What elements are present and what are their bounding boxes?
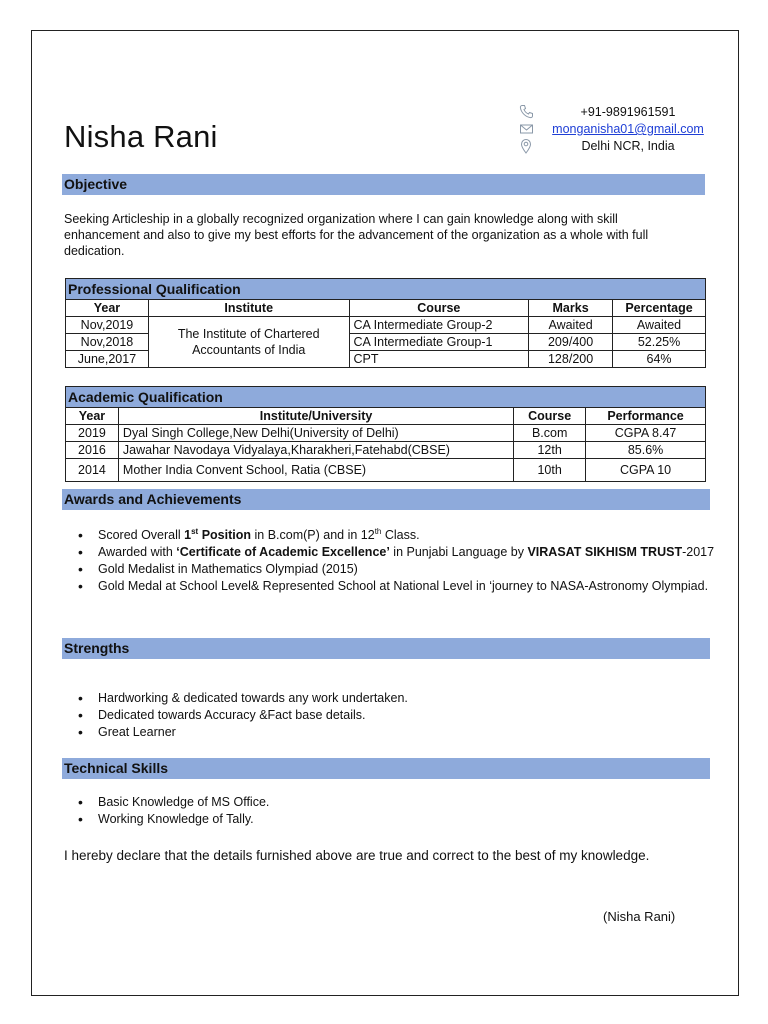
strengths-heading: Strengths xyxy=(62,638,710,659)
academic-heading: Academic Qualification xyxy=(66,387,706,408)
technical-list xyxy=(98,794,718,828)
col-percentage: Percentage xyxy=(613,300,706,317)
phone-icon xyxy=(518,104,536,120)
technical-heading: Technical Skills xyxy=(62,758,710,779)
list-item: • Dedicated towards Accuracy &Fact base details. xyxy=(98,707,718,724)
strengths-list xyxy=(98,690,718,741)
academic-qualification-table xyxy=(65,386,706,482)
awards-heading: Awards and Achievements xyxy=(62,489,710,510)
signature: (Nisha Rani) xyxy=(603,909,676,924)
objective-heading: Objective xyxy=(62,174,705,195)
mail-icon xyxy=(518,121,536,137)
col-marks: Marks xyxy=(529,300,613,317)
list-item: • Great Learner xyxy=(98,724,718,741)
col-course: Course xyxy=(349,300,529,317)
table-row: Nov,2018 CA Intermediate Group-1 209/400 52.25% xyxy=(66,334,706,351)
resume-page xyxy=(31,30,739,996)
list-item: • Basic Knowledge of MS Office. xyxy=(98,794,718,811)
contact-location-row xyxy=(518,138,718,155)
list-item: • Gold Medalist in Mathematics Olympiad (2015) xyxy=(98,561,718,578)
col-institute: Institute xyxy=(148,300,349,317)
declaration-text: I hereby declare that the details furnished above are true and correct to the best of my knowledge. xyxy=(64,848,650,863)
col-performance: Performance xyxy=(586,408,706,425)
professional-heading: Professional Qualification xyxy=(66,279,706,300)
list-item: • Working Knowledge of Tally. xyxy=(98,811,718,828)
location-text: Delhi NCR, India xyxy=(581,139,675,153)
location-pin-icon xyxy=(518,138,536,154)
candidate-name: Nisha Rani xyxy=(64,119,218,154)
institute-cell: The Institute of Chartered Accountants of India xyxy=(148,317,349,368)
table-row: 2016 Jawahar Navodaya Vidyalaya,Kharakheri,Fatehabd(CBSE) 12th 85.6% xyxy=(66,442,706,459)
contact-phone-row xyxy=(518,104,718,121)
list-item: • Gold Medal at School Level& Represented School at National Level in ‘journey to NASA-Astronomy Olympiad. xyxy=(98,578,718,595)
email-link[interactable]: monganisha01@gmail.com xyxy=(552,122,704,136)
table-row: June,2017 CPT 128/200 64% xyxy=(66,351,706,368)
table-row: Nov,2019 The Institute of Chartered Accountants of India CA Intermediate Group-2 Awaited Awaited xyxy=(66,317,706,334)
contact-email-row xyxy=(518,121,718,138)
awards-list xyxy=(98,527,718,595)
list-item: • Hardworking & dedicated towards any work undertaken. xyxy=(98,690,718,707)
col-year: Year xyxy=(66,408,119,425)
table-row: 2019 Dyal Singh College,New Delhi(University of Delhi) B.com CGPA 8.47 xyxy=(66,425,706,442)
table-row: 2014 Mother India Convent School, Ratia (CBSE) 10th CGPA 10 xyxy=(66,459,706,482)
list-item: • Awarded with ‘Certificate of Academic Excellence’ in Punjabi Language by VIRASAT SIKHISM TRUST-2017 xyxy=(98,544,718,561)
phone-number: +91-9891961591 xyxy=(580,105,676,119)
contact-block xyxy=(518,104,718,155)
col-course: Course xyxy=(514,408,586,425)
objective-text: Seeking Articleship in a globally recognized organization where I can gain knowledge along with skill enhancement and also to give my best efforts for the advancement of the organization as a whole with full dedication. xyxy=(64,212,649,258)
col-year: Year xyxy=(66,300,149,317)
professional-qualification-table xyxy=(65,278,706,368)
list-item: • Scored Overall 1st Position in B.com(P) and in 12th Class. xyxy=(98,527,718,544)
col-institute-university: Institute/University xyxy=(118,408,513,425)
